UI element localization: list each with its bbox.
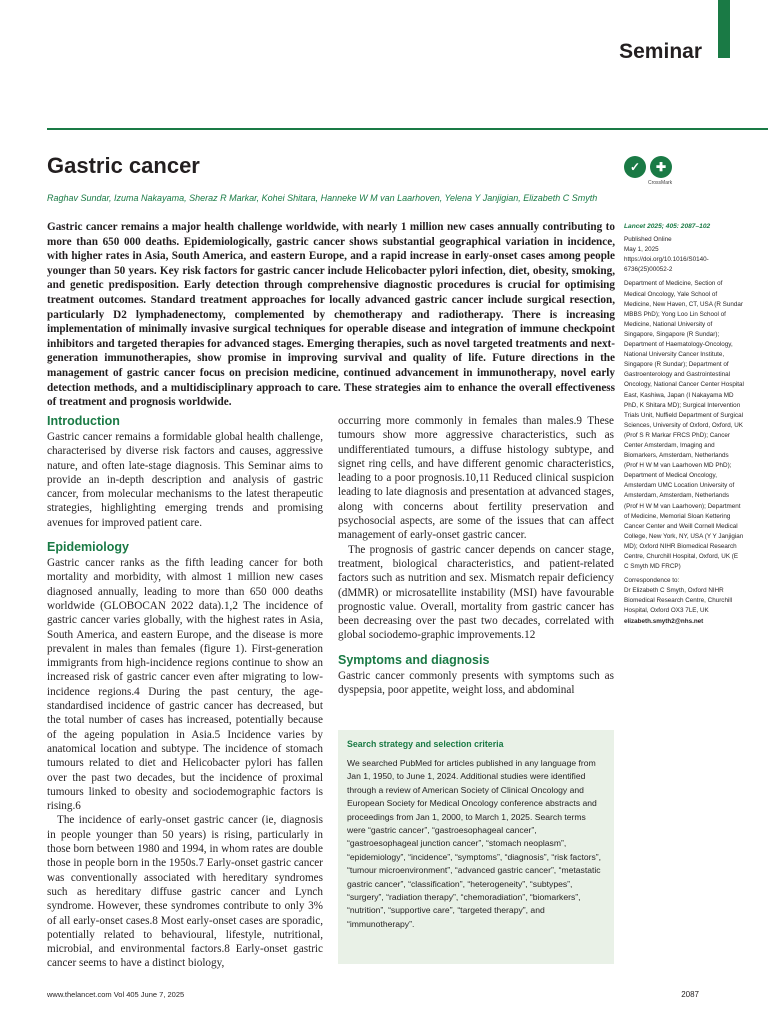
published-date: May 1, 2025 [624, 246, 659, 254]
abstract: Gastric cancer remains a major health challenge worldwide, with nearly 1 million new cases annually contributing to more than 650 000 deaths. Epidemiologically, gastric cancer shows substantial geographical variation in incidence, with higher rates in Asia, South America, and eastern Europe, and a rapid increase in early-onset cases among people younger than 50 years. Key risk factors for gastric cancer include Helicobacter pylori infection, diet, obesity, smoking, and genetic predisposition. Early detection through comprehensive diagnostic procedures is crucial for optimising treatment outcomes. Standard treatment approaches for locally advanced gastric cancer include surgical resection, particularly D2 lymphadenectomy, complemented by chemotherapy and radiotherapy. There is increasing implementation of minimally invasive surgical techniques for operable disease and integration of immune checkpoint inhibitors and targeted therapies for advanced stages. Emerging therapies, such as novel targeted treatments and next-generation immunotherapies, show promise in improving survival and quality of life. Future directions in the management of gastric cancer focus on precision medicine, continued advancement in immunotherapy, novel early detection methods, and a multidisciplinary approach to care. These strategies aim to enhance the overall effectiveness of treatment and prognosis worldwide. [47, 221, 615, 409]
crossmark-label: CrossMark [648, 180, 673, 186]
symptoms-paragraph: Gastric cancer commonly presents with symptoms such as dyspepsia, poor appetite, weight loss, and abdominal [338, 669, 614, 697]
heading-symptoms: Symptoms and diagnosis [338, 652, 490, 667]
header-rule [47, 128, 768, 130]
search-strategy-title: Search strategy and selection criteria [347, 739, 504, 749]
heading-epidemiology: Epidemiology [47, 540, 129, 555]
section-accent-bar [718, 0, 730, 58]
author-list: Raghav Sundar, Izuma Nakayama, Sheraz R Markar, Kohei Shitara, Hanneke W M van Laarhoven, Yelena Y Janjigian, Elizabeth C Smyth [47, 193, 598, 203]
doi-link[interactable]: https://doi.org/10.1016/S0140-6736(25)00052-2 [624, 256, 709, 274]
intro-paragraph: Gastric cancer remains a formidable global health challenge, characterised by diverse risk factors and causes, aggressive nature, and often late-stage diagnosis. This Seminar aims to provide an in-depth description and analysis of gastric cancer, from molecular mechanisms to the latest therapeutic strategies, highlighting emerging trends and promising avenues for improved patient care. [47, 431, 323, 529]
correspondence-address: Dr Elizabeth C Smyth, Oxford NIHR Biomedical Research Centre, Churchill Hospital, Oxford OX3 7LE, UK [624, 587, 733, 615]
epidemiology-paragraph-1: Gastric cancer ranks as the fifth leading cancer for both mortality and morbidity, with almost 1 million new cases diagnosed annually, leading to more than 650 000 deaths worldwide (GLOBOCAN 2022 data).1,2 The incidence of gastric cancer varies globally, with the highest rates in Asia, South America, and eastern Europe, and the disease is more prevalent in males than females (figure 1). First-generation immigrants from high-incidence regions continue to show an increased risk of gastric cancer even after migrating to low-incidence regions.4 During the past century, the age-standardised incidence of gastric cancer has decreased, but the total number of cases has increased, potentially because of the ageing population in Asia.5 Incidence varies by anatomical location and subtype. The incidence of stomach tumours related to diet and Helicobacter pylori has fallen over the past two decades, but the incidence of proximal tumours linked to obesity and sociodemographic factors is rising.6 [47, 557, 323, 813]
article-badges [624, 156, 674, 190]
citation[interactable]: Lancet 2025; 405: 2087–102 [624, 223, 711, 230]
section-label: Seminar [619, 40, 702, 63]
search-strategy-body: We searched PubMed for articles published in any language from Jan 1, 1950, to June 1, 2024. Additional studies were identified through a review of American Society of Clinical Oncology and European Society for Medical Oncology conference abstracts and proceedings from Jan 1, 2000, to March 1, 2025. Search terms were “gastric cancer”, “gastroesophageal cancer”, “gastroesophageal junction cancer”, “stomach neoplasm”, “epidemiology”, “incidence”, “symptoms”, “diagnosis”, “risk factors”, “tumour microenvironment”, “advanced gastric cancer”, “metastatic gastric cancer”, “classification”, “heterogeneity”, “subtypes”, “surgery”, “radiation therapy”, “chemoradiation”, “biomarkers”, “nutrition”, “supportive care”, “targeted therapy”, and “immunotherapy”. [347, 758, 602, 929]
body-column-right [338, 414, 614, 697]
epidemiology-paragraph-2: The incidence of early-onset gastric cancer (ie, diagnosis in people younger than 50 years) is rising, particularly in those born between 1980 and 1994, in whom rates are double those in people born in the 1950s.7 Early-onset gastric cancer was conventionally associated with hereditary syndromes such as hereditary diffuse gastric cancer and Lynch syndrome. However, these syndromes contribute to only 3% of all early-onset cases.8 Most early-onset cases are sporadic, potentially related to behavioural, lifestyle, nutritional, microbial, and environmental factors.8 Early-onset gastric cancer seems to have a distinct biology, [47, 814, 323, 970]
sidebar [624, 222, 744, 627]
prognosis-paragraph: The prognosis of gastric cancer depends on cancer stage, treatment, biological characteristics, and patient-related factors such as nutrition and sex. Mismatch repair deficiency (dMMR) or microsatellite instability (MSI) have favourable prognostic value. Overall, mortality from gastric cancer has been decreasing over the past two decades, correlated with global sociodemo-graphic improvements.12 [338, 543, 614, 642]
heading-introduction: Introduction [47, 414, 120, 428]
correspondence-label: Correspondence to: [624, 577, 680, 585]
footer-journal-info[interactable]: www.thelancet.com Vol 405 June 7, 2025 [47, 990, 185, 999]
open-access-icon[interactable]: ✓ [624, 156, 646, 178]
page-number: 2087 [681, 990, 699, 999]
crossmark-icon[interactable]: ✚ [650, 156, 672, 178]
published-label: Published Online [624, 236, 672, 244]
article-title: Gastric cancer [47, 153, 200, 178]
search-strategy-panel [338, 730, 614, 964]
body-column-left [47, 414, 323, 971]
affiliations: Department of Medicine, Section of Medical Oncology, Yale School of Medicine, New Haven, CT, USA (R Sundar MBBS PhD); Yong Loo Lin School of Medicine, National University of Singapore, Singapore (R Sundar); Department of Haematology-Oncology, National University Cancer Institute, Singapore (R Sundar); Department of Gastroenterology and Gastrointestinal Oncology, National Cancer Center Hospital East, Kashiwa, Japan (I Nakayama MD PhD, K Shitara MD); Surgical Intervention Trials Unit, Nuffield Department of Surgical Sciences, University of Oxford, Oxford, UK (Prof S R Markar FRCS PhD); Cancer Center Amsterdam, Imaging and Biomarkers, Amsterdam, Netherlands (Prof H W M van Laarhoven MD PhD); Department of Medical Oncology, Amsterdam UMC Location University of Amsterdam, Amsterdam, Netherlands (Prof H W M van Laarhoven); Department of Medicine, Memorial Sloan Kettering Cancer Center and Weill Cornell Medical College, New York, NY, USA (Y Y Janjigian MD); Oxford NIHR Biomedical Research Centre, Churchill Hospital, Oxford, UK (E C Smyth MD FRCP) [624, 280, 744, 571]
epidemiology-paragraph-3: occurring more commonly in females than males.9 These tumours show more aggressive characteristics, such as undifferentiated tumours, a diffuse histology subtype, and signet ring cells, and have different genomic characteristics, leading to a poor prognosis.10,11 Reduced clinical suspicion leading to late diagnosis and presentation at advanced stages, along with concerns about fertility preservation and psychosocial aspects, are some of the issues that can affect management of early-onset gastric cancer. [338, 415, 614, 542]
correspondence-email[interactable]: elizabeth.smyth2@nhs.net [624, 617, 704, 625]
